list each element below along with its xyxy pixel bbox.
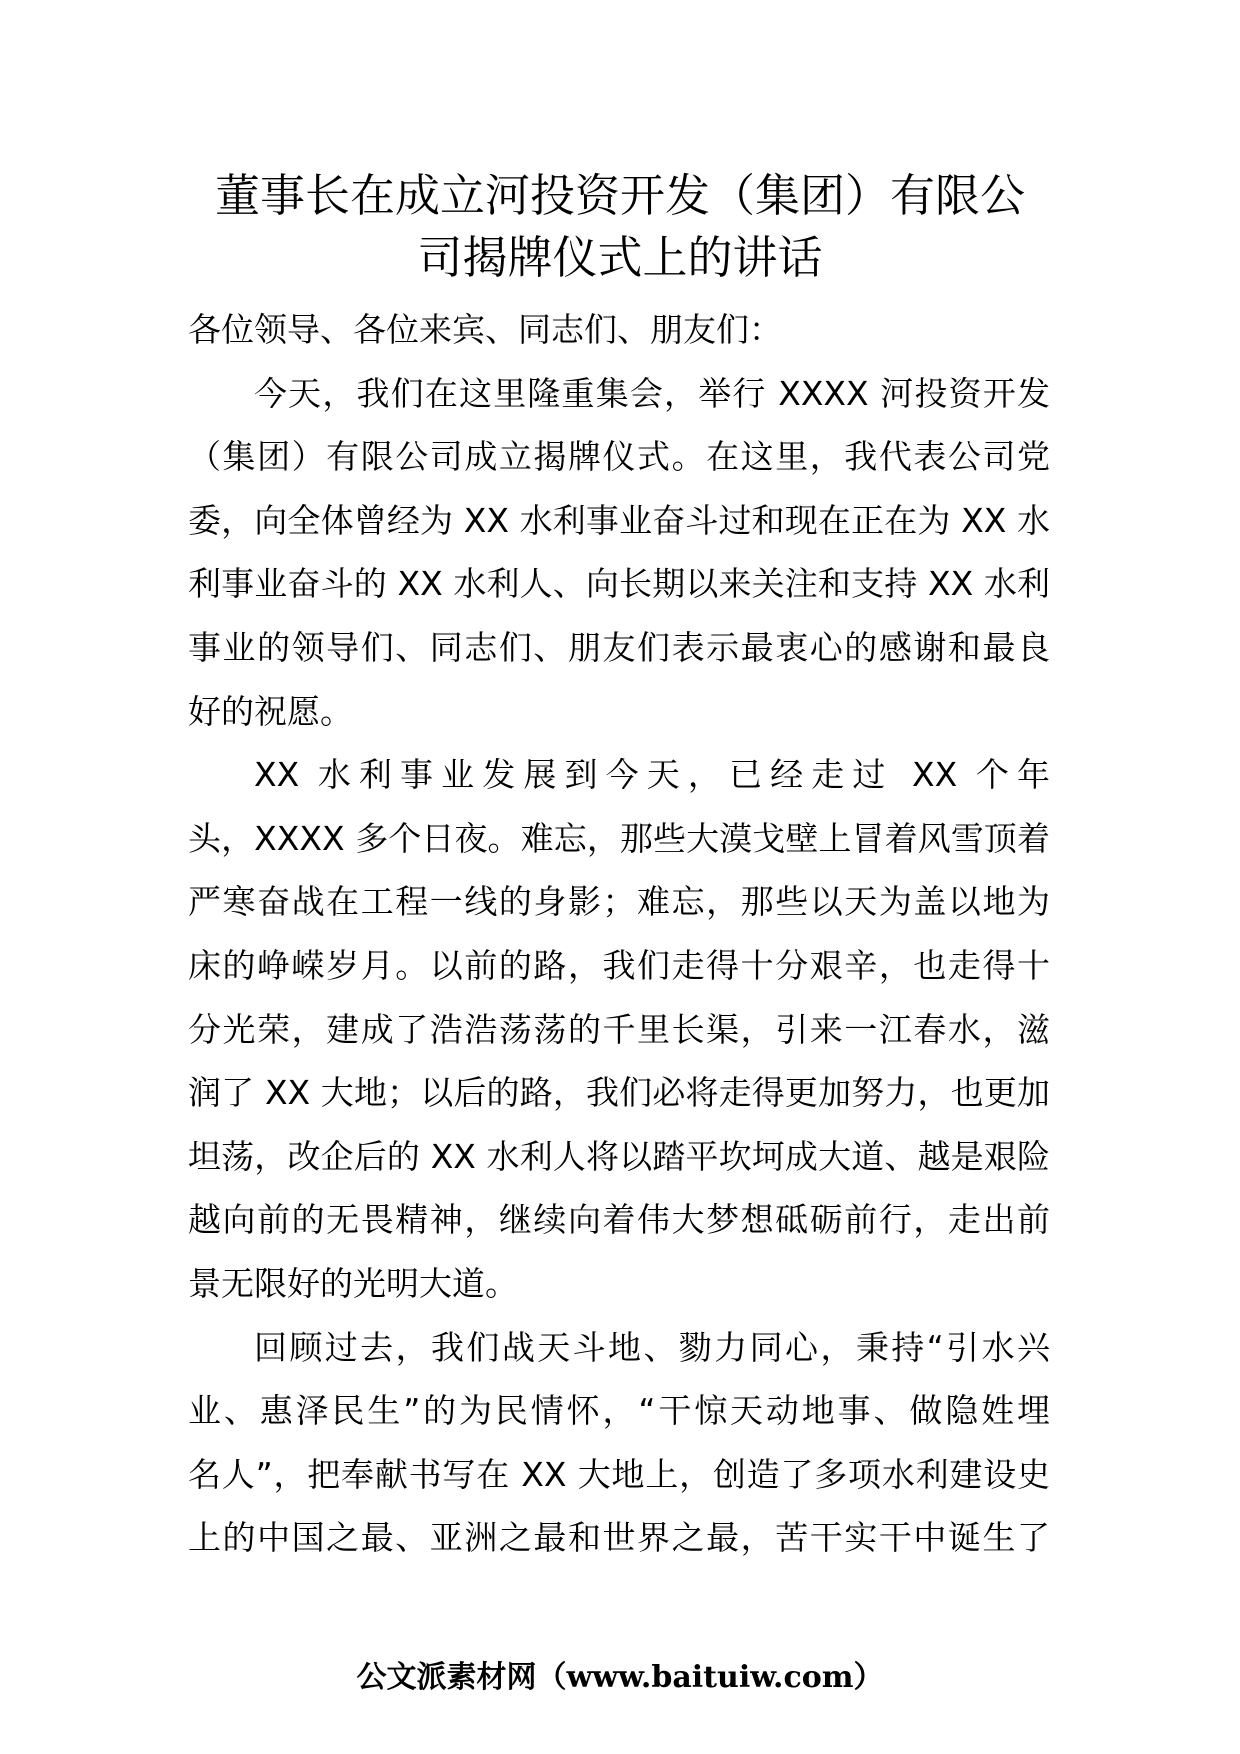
- document-body: [188, 298, 1050, 1570]
- paragraph-line: 越向前的无畏精神，继续向着伟大梦想砥砺前行，走出前: [188, 1200, 1050, 1240]
- paragraph-line: 名人”，把奉献书写在 XX 大地上，创造了多项水利建设史: [188, 1454, 1050, 1494]
- paragraph-line: 业、惠泽民生”的为民情怀，“干惊天动地事、做隐姓埋: [188, 1391, 1050, 1431]
- paragraph-3: [188, 1316, 1050, 1570]
- footer-watermark: 公文派素材网（www.baituiw.com）: [356, 1660, 884, 1695]
- paragraph-line: 上的中国之最、亚洲之最和世界之最，苦干实干中诞生了: [188, 1518, 1050, 1558]
- paragraph-line: 头，XXXX 多个日夜。难忘，那些大漠戈壁上冒着风雪顶着: [188, 818, 1050, 858]
- paragraph-line: 事业的领导们、同志们、朋友们表示最衷心的感谢和最良: [188, 627, 1050, 667]
- paragraph-line: 今天，我们在这里隆重集会，举行 XXXX 河投资开发: [254, 373, 1050, 413]
- paragraph-line: 利事业奋斗的 XX 水利人、向长期以来关注和支持 XX 水利: [188, 564, 1050, 604]
- paragraph-line: 好的祝愿。: [188, 691, 353, 731]
- paragraph-line: 分光荣，建成了浩浩荡荡的千里长渠，引来一江春水，滋: [188, 1009, 1050, 1049]
- paragraph-line: 回顾过去，我们战天斗地、勠力同心，秉持“引水兴: [254, 1327, 1050, 1367]
- paragraph-line: XX 水利事业发展到今天，已经走过 XX 个年: [254, 755, 1050, 795]
- paragraph-line: 坦荡，改企后的 XX 水利人将以踏平坎坷成大道、越是艰险: [188, 1136, 1050, 1176]
- paragraph-2: [188, 743, 1050, 1315]
- paragraph-line: 严寒奋战在工程一线的身影；难忘，那些以天为盖以地为: [188, 882, 1050, 922]
- title-line-2: 司揭牌仪式上的讲话: [417, 231, 823, 284]
- paragraph-line: 床的峥嵘岁月。以前的路，我们走得十分艰辛，也走得十: [188, 945, 1050, 985]
- paragraph-line: 润了 XX 大地；以后的路，我们必将走得更加努力，也更加: [188, 1073, 1050, 1113]
- paragraph-1: [188, 362, 1050, 744]
- title-line-1: 董事长在成立河投资开发（集团）有限公: [214, 169, 1025, 222]
- salutation: [188, 298, 1050, 362]
- paragraph-line: 景无限好的光明大道。: [188, 1263, 518, 1303]
- document-title: [180, 165, 1060, 289]
- salutation-line: 各位领导、各位来宾、同志们、朋友们：: [188, 310, 782, 349]
- paragraph-line: （集团）有限公司成立揭牌仪式。在这里，我代表公司党: [188, 437, 1050, 477]
- paragraph-line: 委，向全体曾经为 XX 水利事业奋斗过和现在正在为 XX 水: [188, 500, 1050, 540]
